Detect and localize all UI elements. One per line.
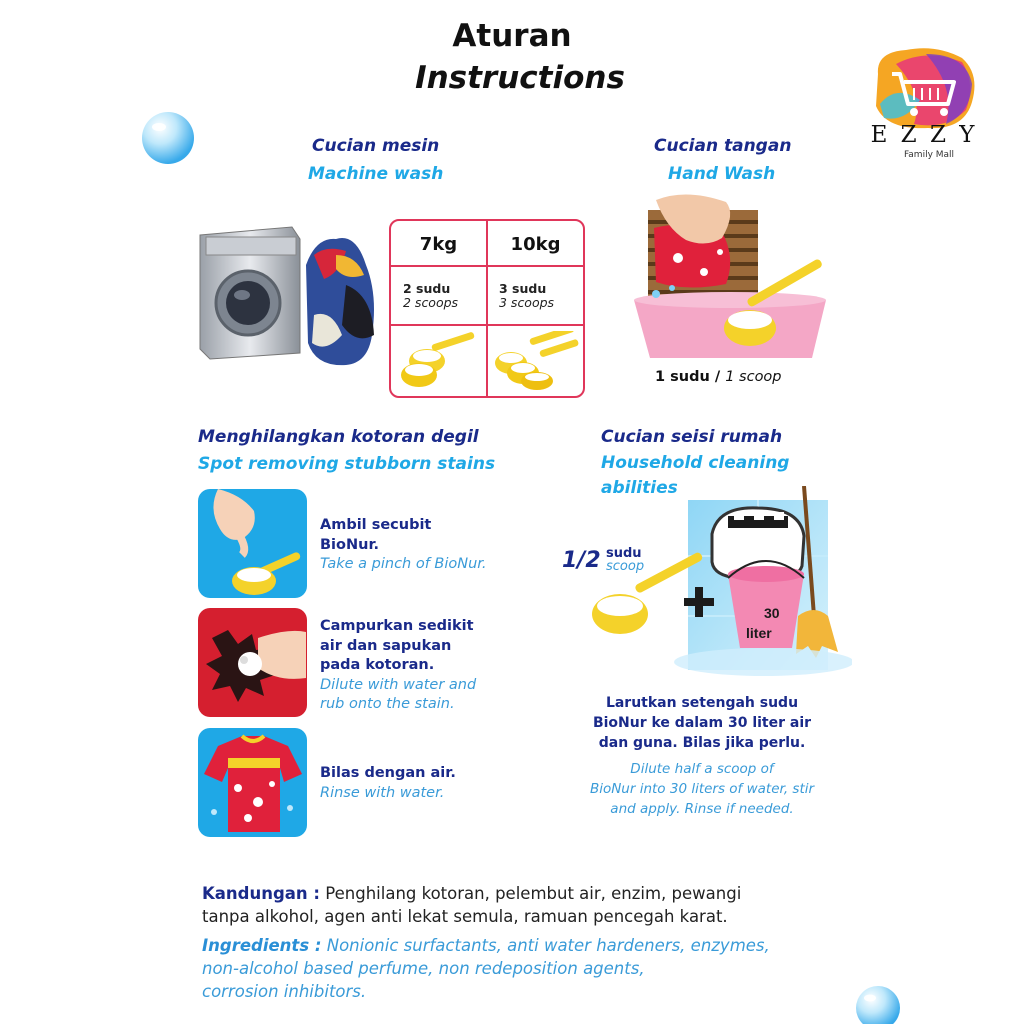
half-fraction: 1/2 (562, 548, 601, 573)
ingredients-ms-text2: tanpa alkohol, agen anti lekat semula, ramuan pencegah karat. (202, 907, 728, 926)
step3-en1: Rinse with water. (320, 784, 445, 801)
washing-machine-illustration (196, 225, 386, 373)
step2-en2: rub onto the stain. (320, 696, 455, 712)
step1-text (320, 516, 487, 575)
logo-brand: E Z Z Y (870, 122, 978, 148)
household-desc-ms2: BioNur ke dalam 30 liter air (592, 715, 812, 731)
hand-wash-illustration (626, 188, 830, 358)
household-title: Cucian seisi rumah (601, 427, 783, 447)
step3-text (320, 764, 456, 803)
rinse-shirt-icon (198, 728, 307, 837)
bubble-icon (140, 110, 196, 166)
dosage-10kg-en: 3 scoops (499, 295, 555, 310)
half-scoop: scoop (606, 559, 645, 574)
ingredients-ms-text1: Penghilang kotoran, pelembut air, enzim, pewangi (320, 884, 742, 903)
ezzy-logo (866, 44, 982, 164)
household-subtitle-1: Household cleaning (601, 453, 790, 473)
stains-title: Menghilangkan kotoran degil (198, 427, 479, 447)
liters-number: 30 (764, 605, 780, 621)
household-illustration (578, 486, 852, 682)
two-scoops-icon (397, 331, 483, 391)
household-desc-ms3: dan guna. Bilas jika perlu. (598, 735, 806, 751)
ingredients-en-text3: corrosion inhibitors. (202, 982, 367, 1001)
step2-text (320, 617, 476, 715)
household-subtitle-2: abilities (601, 478, 678, 498)
rub-stain-icon (198, 608, 307, 717)
step2-image (198, 608, 307, 717)
stains-subtitle: Spot removing stubborn stains (198, 454, 496, 474)
pinch-icon (198, 489, 307, 598)
three-scoops-icon (489, 331, 581, 391)
machine-wash-title: Cucian mesin (312, 136, 440, 156)
household-desc-ms (574, 693, 830, 753)
step1-ms1: Ambil secubit (320, 517, 432, 533)
ingredients-en (202, 934, 862, 1003)
hand-wash-dose-en: 1 scoop (725, 369, 782, 385)
ingredients-en-label: Ingredients : (202, 936, 322, 955)
step1-en1: Take a pinch of BioNur. (320, 556, 487, 572)
step3-ms1: Bilas dengan air. (320, 765, 456, 781)
dosage-7kg: 7kg (419, 234, 458, 255)
step2-ms1: Campurkan sedikit (320, 618, 474, 634)
ingredients-en-text1: Nonionic surfactants, anti water hardeners, enzymes, (321, 936, 770, 955)
dosage-7kg-en: 2 scoops (403, 295, 459, 310)
step3-image (198, 728, 307, 837)
half-sudu: sudu (606, 546, 642, 561)
step1-image (198, 489, 307, 598)
page-title: Aturan (452, 18, 572, 54)
half-sudu-label (606, 547, 644, 573)
dosage-table (389, 219, 585, 398)
household-desc-en2: BioNur into 30 liters of water, stir (589, 781, 815, 797)
step2-en1: Dilute with water and (320, 676, 477, 693)
liters-word: liter (746, 625, 772, 641)
step2-ms3: pada kotoran. (320, 657, 435, 673)
ingredients-ms (202, 882, 862, 928)
ingredients-en-text2: non-alcohol based perfume, non redeposition agents, (202, 959, 645, 978)
dosage-7kg-ms: 2 sudu (403, 281, 451, 296)
hand-wash-subtitle: Hand Wash (668, 164, 776, 184)
household-desc-en1: Dilute half a scoop of (630, 761, 774, 777)
logo-tagline: Family Mall (903, 150, 955, 160)
hand-wash-dose (655, 369, 782, 385)
dosage-10kg: 10kg (510, 234, 561, 255)
hand-wash-title: Cucian tangan (654, 136, 792, 156)
household-desc-ms1: Larutkan setengah sudu (605, 695, 799, 711)
step1-ms2: BioNur. (320, 536, 380, 553)
household-desc-en3: and apply. Rinse if needed. (610, 801, 794, 817)
hand-wash-dose-ms: 1 sudu / (655, 369, 721, 385)
household-desc-en (568, 759, 836, 819)
step2-ms2: air dan sapukan (320, 637, 452, 654)
dosage-10kg-ms: 3 sudu (499, 281, 547, 296)
page-subtitle: Instructions (415, 60, 625, 96)
ingredients-ms-label: Kandungan : (202, 884, 321, 903)
machine-wash-subtitle: Machine wash (308, 164, 444, 184)
